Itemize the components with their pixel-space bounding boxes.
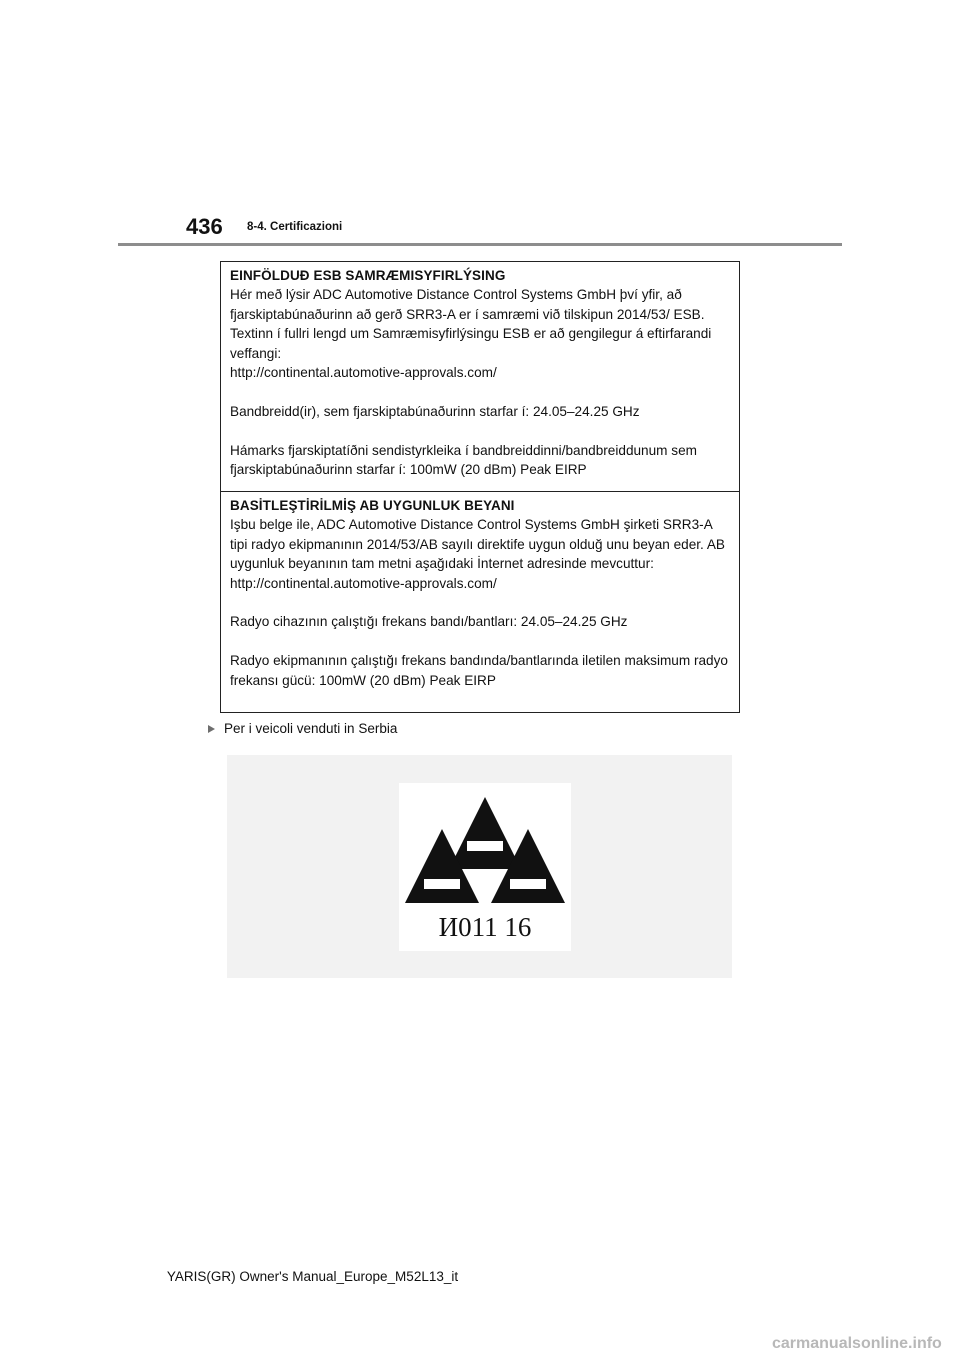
declaration-heading: EINFÖLDUÐ ESB SAMRÆMISYFIRLÝSING: [230, 268, 506, 283]
serbia-bullet: [208, 721, 397, 737]
footer-manual-id: YARIS(GR) Owner's Manual_Europe_M52L13_it: [166, 1269, 459, 1284]
bullet-text: Per i veicoli venduti in Serbia: [224, 721, 398, 736]
serbian-conformity-triangles-icon: [399, 783, 571, 913]
declaration-frequency: Radyo cihazının çalıştığı frekans bandı/bantları: 24.05–24.25 GHz: [230, 614, 628, 630]
section-title: 8-4. Certificazioni: [247, 221, 343, 233]
declaration-power: Radyo ekipmanının çalıştığı frekans bandında/bantlarında iletilen maksimum radyo frekansı gücü: 100mW (20 dBm) Peak EIRP: [230, 652, 728, 688]
triangle-bullet-icon: [208, 725, 215, 733]
declaration-turkish: [221, 492, 739, 712]
declaration-frequency: Bandbreidd(ir), sem fjarskiptabúnaðurinn starfar í: 24.05–24.25 GHz: [230, 403, 640, 419]
certification-code: И011 16: [438, 912, 532, 942]
declaration-url: http://continental.automotive-approvals.com/: [230, 365, 497, 381]
certification-mark-panel: [399, 783, 571, 951]
header-rule: [118, 243, 842, 246]
declaration-text: Işbu belge ile, ADC Automotive Distance Control Systems GmbH şirketi SRR3-A tipi radyo ekipmanının 2014/53/AB sayılı direktife uygun olduğ unu beyan eder. AB uygunluk beyanının tam metni aşağıdaki İnternet adresinde mevcuttur:: [230, 517, 725, 572]
declaration-power: Hámarks fjarskiptatíðni sendistyrkleika í bandbreiddinni/bandbreiddunum sem fjarskiptabúnaðurinn starfar í: 100mW (20 dBm) Peak EIRP: [230, 442, 697, 478]
watermark: carmanualsonline.info: [772, 1335, 942, 1352]
page-number: 436: [186, 214, 223, 239]
declaration-box: [220, 261, 740, 713]
serbia-certification-figure: [227, 755, 732, 978]
declaration-icelandic: [221, 262, 739, 492]
declaration-text: Hér með lýsir ADC Automotive Distance Control Systems GmbH því yfir, að fjarskiptabúnaðurinn að gerð SRR3-A er í samræmi við tilskipun 2014/53/ ESB. Textinn í fullri lengd um Samræmisyfirlýsingu ESB er að gengilegur á eftirfarandi veffangi:: [230, 287, 712, 361]
declaration-url: http://continental.automotive-approvals.com/: [230, 575, 497, 591]
declaration-heading: BASİTLEŞTİRİLMİŞ AB UYGUNLUK BEYANI: [230, 498, 515, 513]
